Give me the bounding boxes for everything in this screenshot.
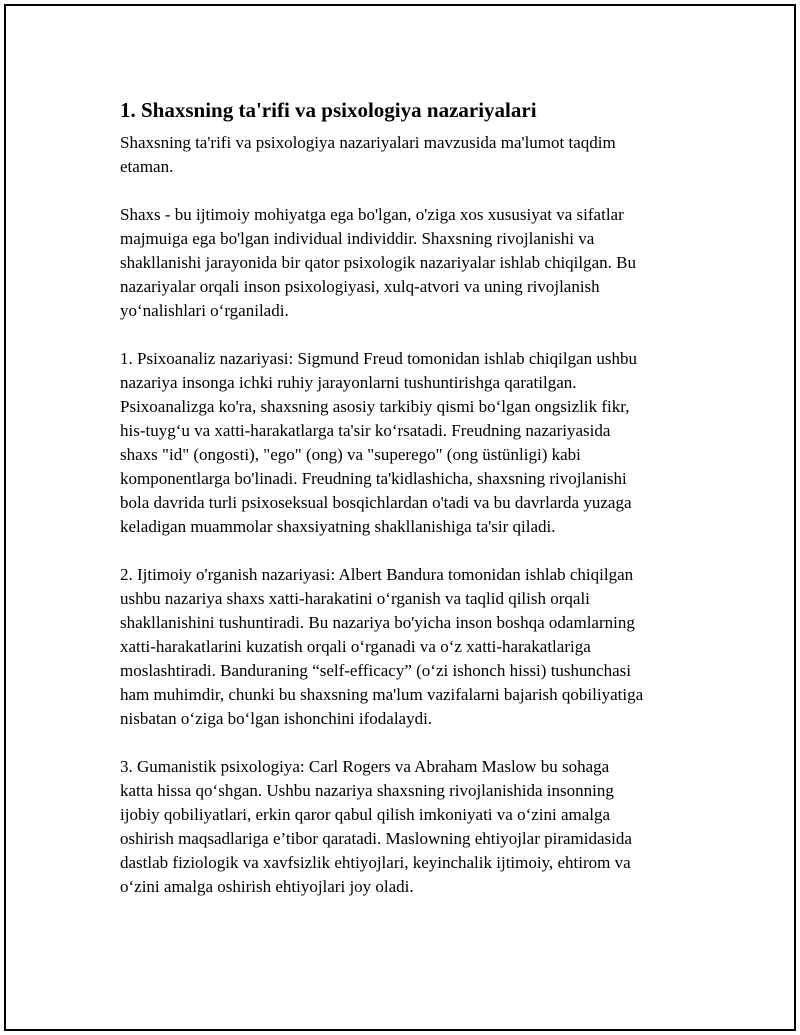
paragraph-humanistic xyxy=(120,755,692,899)
text-line: nazariyalar orqali inson psixologiyasi, xulq-atvori va uning rivojlanish xyxy=(120,277,600,296)
text-line: etaman. xyxy=(120,157,174,176)
text-line: shakllanishi jarayonida bir qator psixologik nazariyalar ishlab chiqilgan. Bu xyxy=(120,253,637,272)
text-line: majmuiga ega bo'lgan individual individdir. Shaxsning rivojlanishi va xyxy=(120,229,595,248)
text-line: shakllanishini tushuntiradi. Bu nazariya bo'yicha inson boshqa odamlarning xyxy=(120,613,635,632)
text-line: moslashtiradi. Banduraning “self-efficacy” (o‘zi ishonch hissi) tushunchasi xyxy=(120,661,631,680)
document-body xyxy=(120,96,692,923)
document-title: 1. Shaxsning ta'rifi va psixologiya nazariyalari xyxy=(120,98,537,122)
page-frame xyxy=(4,4,796,1031)
text-line: komponentlarga bo'linadi. Freudning ta'kidlashicha, shaxsning rivojlanishi xyxy=(120,469,627,488)
text-line: katta hissa qo‘shgan. Ushbu nazariya shaxsning rivojlanishida insonning xyxy=(120,781,614,800)
text-line: bola davrida turli psixoseksual bosqichlardan o'tadi va bu davrlarda yuzaga xyxy=(120,493,632,512)
paragraph-social-learning xyxy=(120,563,692,731)
text-line: ham muhimdir, chunki bu shaxsning ma'lum vazifalarni bajarish qobiliyatiga xyxy=(120,685,644,704)
text-line: ushbu nazariya shaxs xatti-harakatini o‘rganish va taqlid qilish orqali xyxy=(120,589,590,608)
text-line: nisbatan o‘ziga bo‘lgan ishonchini ifodalaydi. xyxy=(120,709,433,728)
text-line: Shaxs - bu ijtimoiy mohiyatga ega bo'lgan, o'ziga xos xususiyat va sifatlar xyxy=(120,205,624,224)
text-line: 3. Gumanistik psixologiya: Carl Rogers va Abraham Maslow bu sohaga xyxy=(120,757,610,776)
text-line: o‘zini amalga oshirish ehtiyojlari joy oladi. xyxy=(120,877,414,896)
paragraph-definition xyxy=(120,203,692,323)
text-line: dastlab fiziologik va xavfsizlik ehtiyojlari, keyinchalik ijtimoiy, ehtirom va xyxy=(120,853,631,872)
text-line: his-tuyg‘u va xatti-harakatlarga ta'sir ko‘rsatadi. Freudning nazariyasida xyxy=(120,421,611,440)
text-line: 1. Psixoanaliz nazariyasi: Sigmund Freud tomonidan ishlab chiqilgan ushbu xyxy=(120,349,638,368)
text-line: 2. Ijtimoiy o'rganish nazariyasi: Albert Bandura tomonidan ishlab chiqilgan xyxy=(120,565,634,584)
text-line: shaxs "id" (ongosti), "ego" (ong) va "superego" (ong üstünligi) kabi xyxy=(120,445,581,464)
text-line: ijobiy qobiliyatlari, erkin qaror qabul qilish imkoniyati va o‘zini amalga xyxy=(120,805,611,824)
paragraph-psychoanalysis xyxy=(120,347,692,539)
text-line: xatti-harakatlarini kuzatish orqali o‘rganadi va o‘z xatti-harakatlariga xyxy=(120,637,591,656)
text-line: nazariya insonga ichki ruhiy jarayonlarni tushuntirishga qaratilgan. xyxy=(120,373,577,392)
text-line: Psixoanalizga ko'ra, shaxsning asosiy tarkibiy qismi bo‘lgan ongsizlik fikr, xyxy=(120,397,630,416)
text-line: keladigan muammolar shaxsiyatning shakllanishiga ta'sir qiladi. xyxy=(120,517,556,536)
paragraph-intro xyxy=(120,131,692,179)
text-line: oshirish maqsadlariga e’tibor qaratadi. Maslowning ehtiyojlar piramidasida xyxy=(120,829,632,848)
text-line: Shaxsning ta'rifi va psixologiya nazariyalari mavzusida ma'lumot taqdim xyxy=(120,133,616,152)
text-line: yo‘nalishlari o‘rganiladi. xyxy=(120,301,289,320)
